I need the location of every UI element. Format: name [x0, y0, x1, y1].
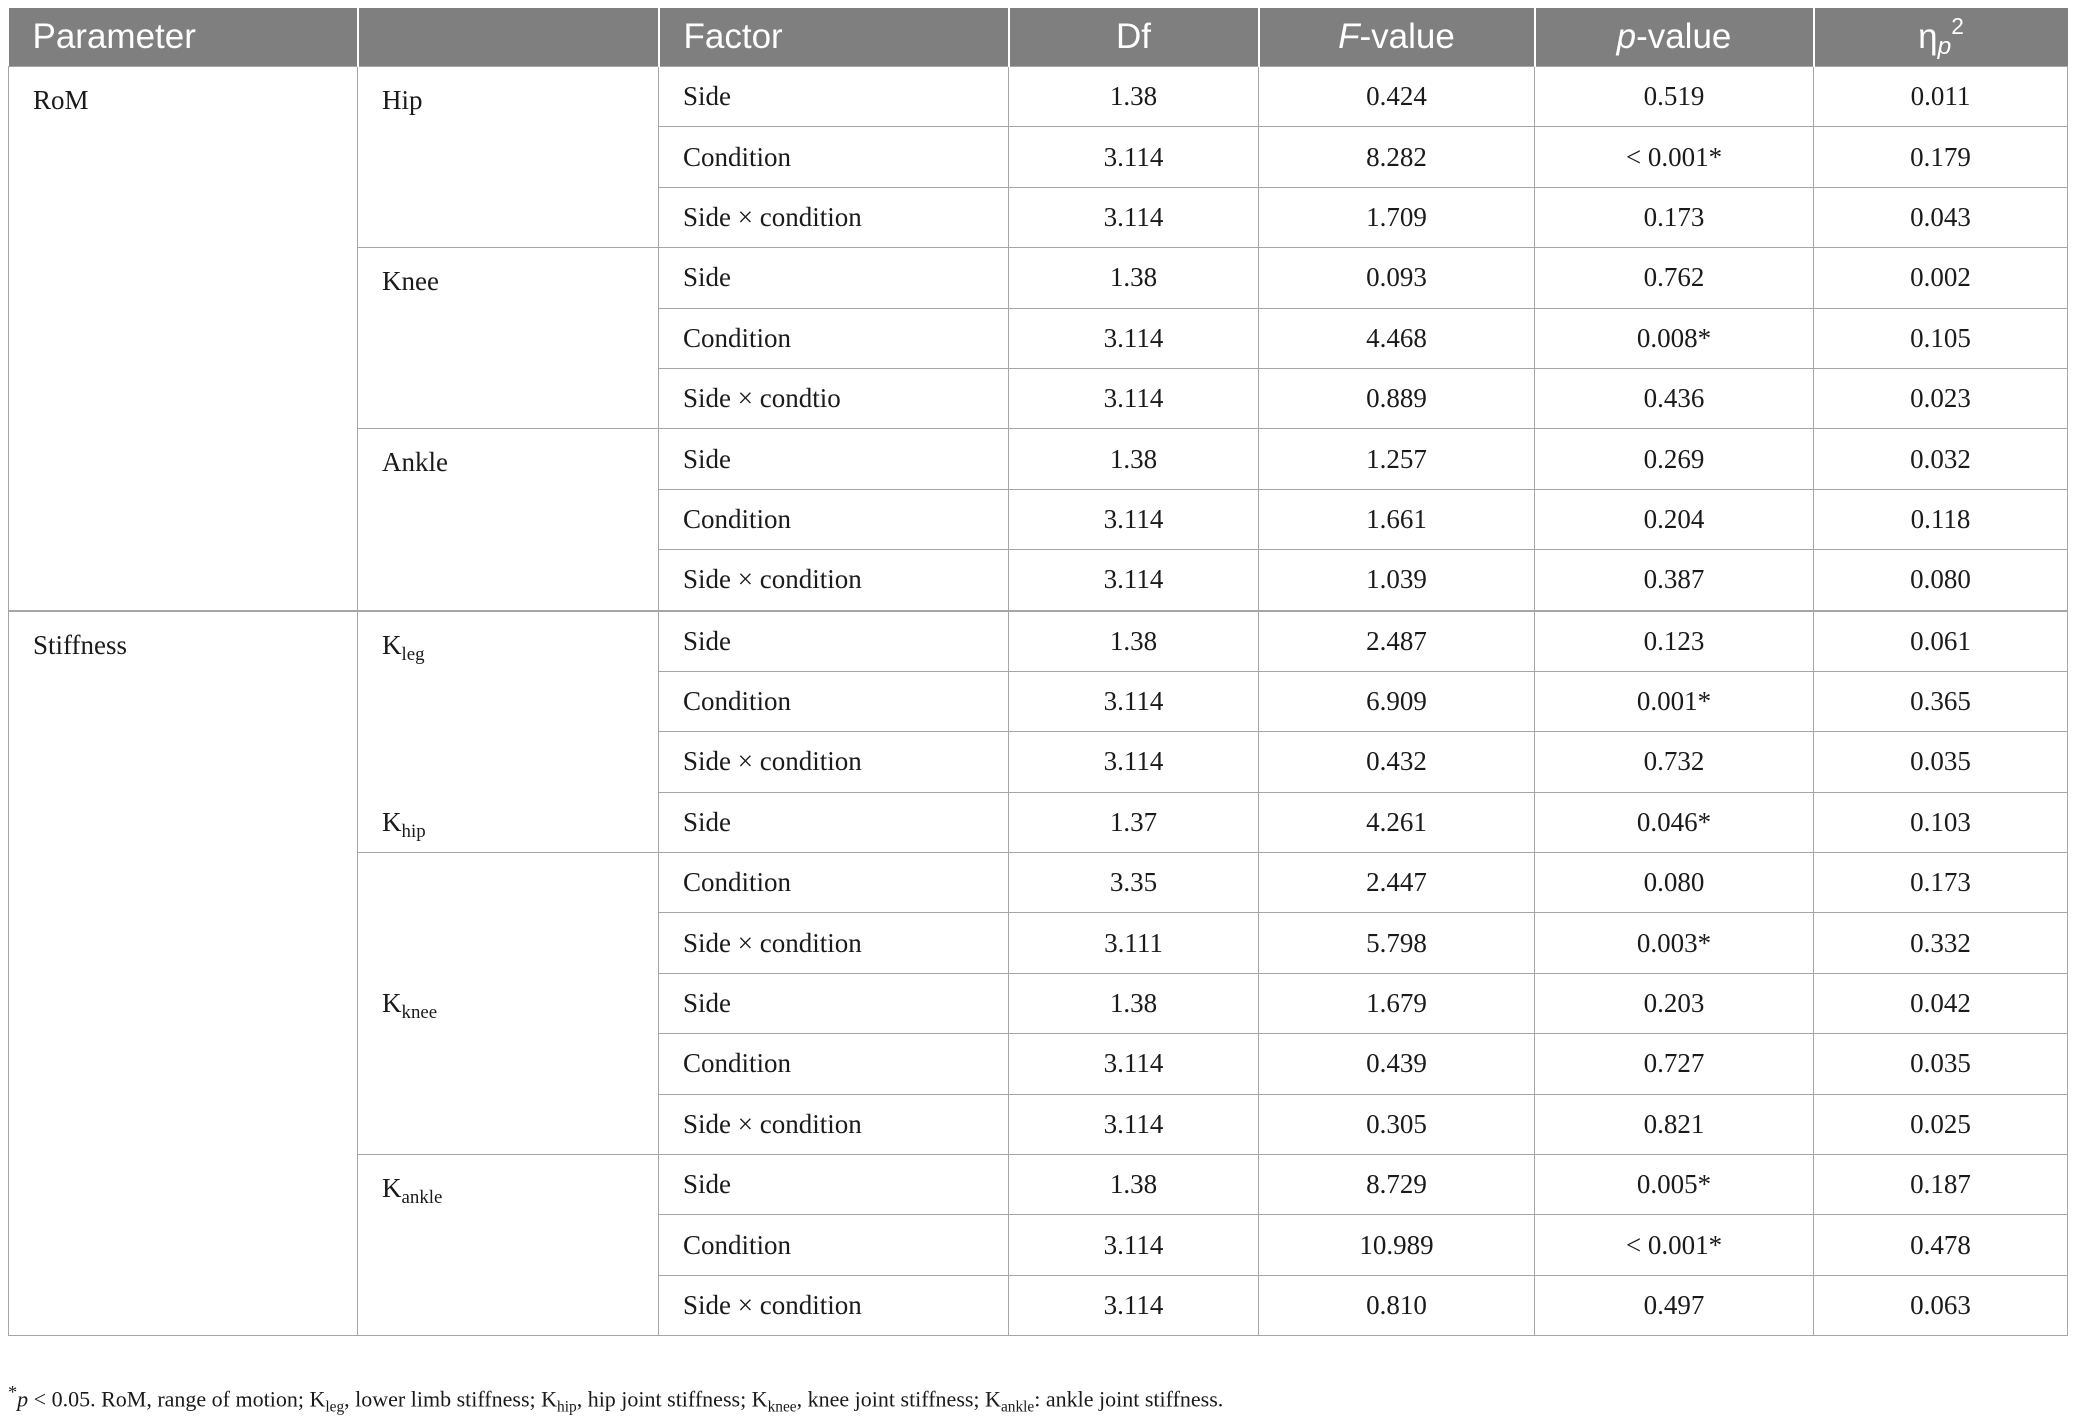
df-cell: 1.38 — [1009, 248, 1259, 308]
factor-cell: Side × condition — [659, 187, 1009, 247]
f-cell: 1.039 — [1259, 550, 1535, 611]
p-cell: 0.008* — [1535, 308, 1814, 368]
f-cell: 0.305 — [1259, 1094, 1535, 1154]
f-cell: 10.989 — [1259, 1215, 1535, 1275]
table-row — [9, 611, 2068, 672]
p-cell: 0.003* — [1535, 913, 1814, 973]
df-cell: 3.35 — [1009, 853, 1259, 913]
factor-cell: Side × condition — [659, 732, 1009, 792]
df-cell: 3.114 — [1009, 1034, 1259, 1094]
df-cell: 3.114 — [1009, 489, 1259, 549]
f-cell: 1.661 — [1259, 489, 1535, 549]
eta-cell: 0.478 — [1814, 1215, 2068, 1275]
header-row — [9, 8, 2068, 67]
eta-cell: 0.187 — [1814, 1155, 2068, 1215]
f-cell: 4.261 — [1259, 792, 1535, 852]
p-cell: < 0.001* — [1535, 1215, 1814, 1275]
factor-cell: Condition — [659, 127, 1009, 187]
subgroup-kknee: $K_{knee}$ — [358, 853, 659, 1155]
factor-cell: Side × condition — [659, 550, 1009, 611]
eta-cell: 0.179 — [1814, 127, 2068, 187]
header-p-value: p-value — [1535, 8, 1814, 67]
eta-cell: 0.173 — [1814, 853, 2068, 913]
subgroup-hip: Hip — [358, 67, 659, 248]
p-cell: 0.436 — [1535, 368, 1814, 428]
factor-cell: Side — [659, 1155, 1009, 1215]
df-cell: 3.114 — [1009, 1275, 1259, 1335]
p-cell: 0.497 — [1535, 1275, 1814, 1335]
df-cell: 1.38 — [1009, 973, 1259, 1033]
header-parameter: Parameter — [9, 8, 358, 67]
eta-cell: 0.032 — [1814, 429, 2068, 489]
p-cell: 0.727 — [1535, 1034, 1814, 1094]
factor-cell: Side × condtio — [659, 368, 1009, 428]
header-eta-squared: $\eta_p^2$ — [1814, 8, 2068, 67]
f-cell: 0.432 — [1259, 732, 1535, 792]
factor-cell: Condition — [659, 671, 1009, 731]
eta-cell: 0.043 — [1814, 187, 2068, 247]
eta-cell: 0.080 — [1814, 550, 2068, 611]
df-cell: 1.38 — [1009, 611, 1259, 672]
df-cell: 3.114 — [1009, 127, 1259, 187]
factor-cell: Condition — [659, 308, 1009, 368]
p-cell: 0.387 — [1535, 550, 1814, 611]
p-cell: 0.203 — [1535, 973, 1814, 1033]
eta-cell: 0.025 — [1814, 1094, 2068, 1154]
group-stiffness: Stiffness — [9, 611, 358, 1336]
subgroup-kleg: $K_{leg}$ — [358, 611, 659, 793]
f-cell: 6.909 — [1259, 671, 1535, 731]
df-cell: 3.114 — [1009, 1215, 1259, 1275]
eta-cell: 0.035 — [1814, 1034, 2068, 1094]
header-df: Df — [1009, 8, 1259, 67]
eta-cell: 0.105 — [1814, 308, 2068, 368]
header-subparameter — [358, 8, 659, 67]
f-cell: 1.257 — [1259, 429, 1535, 489]
header-f-value: F-value — [1259, 8, 1535, 67]
eta-cell: 0.042 — [1814, 973, 2068, 1033]
f-cell: 0.439 — [1259, 1034, 1535, 1094]
factor-cell: Side × condition — [659, 1094, 1009, 1154]
f-cell: 1.679 — [1259, 973, 1535, 1033]
f-cell: 8.729 — [1259, 1155, 1535, 1215]
df-cell: 3.114 — [1009, 1094, 1259, 1154]
eta-cell: 0.061 — [1814, 611, 2068, 672]
f-cell: 8.282 — [1259, 127, 1535, 187]
factor-cell: Side — [659, 67, 1009, 127]
p-cell: 0.821 — [1535, 1094, 1814, 1154]
p-cell: 0.005* — [1535, 1155, 1814, 1215]
df-cell: 3.111 — [1009, 913, 1259, 973]
factor-cell: Condition — [659, 1034, 1009, 1094]
f-cell: 0.424 — [1259, 67, 1535, 127]
factor-cell: Side — [659, 973, 1009, 1033]
eta-cell: 0.035 — [1814, 732, 2068, 792]
eta-cell: 0.063 — [1814, 1275, 2068, 1335]
factor-cell: Side — [659, 792, 1009, 852]
factor-cell: Side — [659, 248, 1009, 308]
eta-cell: 0.011 — [1814, 67, 2068, 127]
header-factor: Factor — [659, 8, 1009, 67]
factor-cell: Condition — [659, 1215, 1009, 1275]
eta-cell: 0.365 — [1814, 671, 2068, 731]
factor-cell: Condition — [659, 489, 1009, 549]
df-cell: 1.38 — [1009, 429, 1259, 489]
df-cell: 1.38 — [1009, 67, 1259, 127]
subgroup-khip: $K_{hip}$ — [358, 792, 659, 852]
f-cell: 5.798 — [1259, 913, 1535, 973]
f-cell: 4.468 — [1259, 308, 1535, 368]
p-cell: 0.762 — [1535, 248, 1814, 308]
subgroup-knee: Knee — [358, 248, 659, 429]
f-cell: 0.093 — [1259, 248, 1535, 308]
eta-cell: 0.103 — [1814, 792, 2068, 852]
anova-results-table — [8, 8, 2068, 1336]
df-cell: 3.114 — [1009, 732, 1259, 792]
df-cell: 3.114 — [1009, 308, 1259, 368]
p-cell: 0.204 — [1535, 489, 1814, 549]
eta-cell: 0.332 — [1814, 913, 2068, 973]
f-cell: 1.709 — [1259, 187, 1535, 247]
factor-cell: Side × condition — [659, 913, 1009, 973]
table-row — [9, 67, 2068, 127]
p-cell: 0.080 — [1535, 853, 1814, 913]
subgroup-ankle: Ankle — [358, 429, 659, 611]
p-cell: 0.519 — [1535, 67, 1814, 127]
df-cell: 3.114 — [1009, 550, 1259, 611]
eta-cell: 0.023 — [1814, 368, 2068, 428]
factor-cell: Side × condition — [659, 1275, 1009, 1335]
f-cell: 0.889 — [1259, 368, 1535, 428]
subgroup-kankle: $K_{ankle}$ — [358, 1155, 659, 1336]
factor-cell: Side — [659, 611, 1009, 672]
df-cell: 3.114 — [1009, 368, 1259, 428]
df-cell: 1.37 — [1009, 792, 1259, 852]
p-cell: 0.732 — [1535, 732, 1814, 792]
p-cell: 0.269 — [1535, 429, 1814, 489]
factor-cell: Condition — [659, 853, 1009, 913]
p-cell: < 0.001* — [1535, 127, 1814, 187]
f-cell: 2.487 — [1259, 611, 1535, 672]
table-footnote: *p < 0.05. RoM, range of motion; $K_{leg}$, lower limb stiffness; $K_{hip}$, hip joint stiffness; $K_{knee}$, knee joint stiffness; $K_{ankle}$: ankle joint stiffness. — [8, 1382, 1224, 1416]
eta-cell: 0.118 — [1814, 489, 2068, 549]
df-cell: 3.114 — [1009, 671, 1259, 731]
p-cell: 0.123 — [1535, 611, 1814, 672]
factor-cell: Side — [659, 429, 1009, 489]
p-cell: 0.173 — [1535, 187, 1814, 247]
eta-cell: 0.002 — [1814, 248, 2068, 308]
f-cell: 2.447 — [1259, 853, 1535, 913]
p-cell: 0.001* — [1535, 671, 1814, 731]
group-rom: RoM — [9, 67, 358, 611]
df-cell: 1.38 — [1009, 1155, 1259, 1215]
df-cell: 3.114 — [1009, 187, 1259, 247]
p-cell: 0.046* — [1535, 792, 1814, 852]
f-cell: 0.810 — [1259, 1275, 1535, 1335]
